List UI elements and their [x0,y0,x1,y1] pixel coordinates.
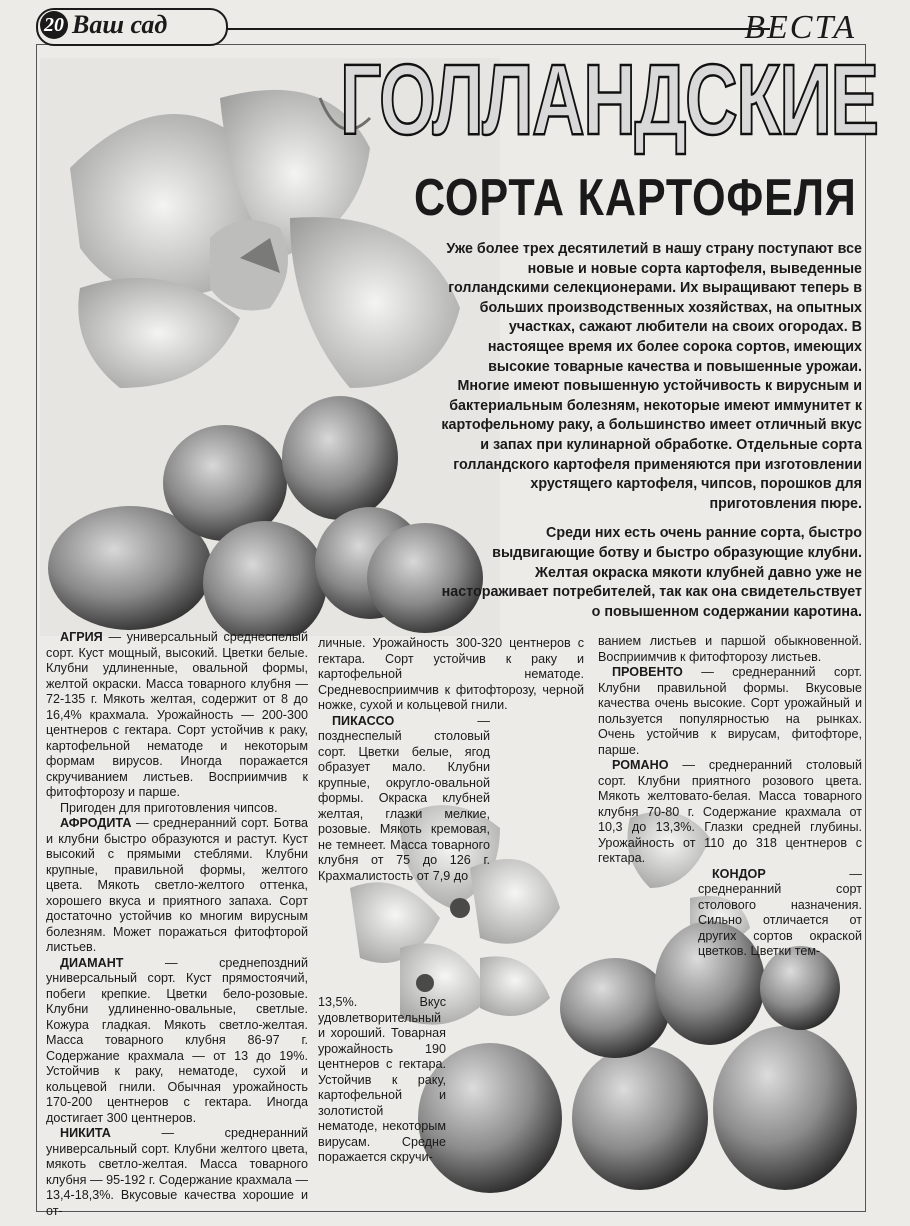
variety-name: АФРОДИТА [60,816,132,830]
variety-agria [46,630,308,801]
article-column-2-lower [318,995,584,1166]
article-column-1 [46,630,308,1219]
article-column-3 [598,634,862,960]
article-column-2 [318,636,584,884]
variety-text: — среднеранний универсальный сорт. Клубни желтого цвета, мякоть светло-желтая. Масса товарного клубня — 95-192 г. Содержание крахмала — 13,4-18,3%. Вкусовые качества хорошие и от- [46,1126,308,1218]
variety-text: — среднеранний сорт. Ботва и клубни быстро образуются и растут. Куст высокий с прямыми стеблями. Клубни крупные, правильной формы, желтого цвета. Мякоть светло-желтого оттенка, хорошего вкуса и приятного запаха. Сорт достаточно устойчив ко многим вирусным болезням. Может поражаться фитофторой листьев. [46,816,308,954]
section-title: Ваш сад [72,10,168,39]
variety-text: — среднеранний столовый сорт. Клубни приятного розового цвета. Мякоть желтовато-белая. Масса товарного клубня 70-80 г. Содержание крахмала от 10,3 до 13,3%. Глазки средней глубины. Урожайность от 110 до 318 центнеров с гектара. [598,758,862,865]
variety-text: — среднеранний сорт столового назначения. Сильно отличается от других сортов окраской цветков. Цветки тем- [698,866,862,958]
headline-main: ГОЛЛАНДСКИЕ [340,44,878,156]
header-rule [226,28,770,30]
variety-name: КОНДОР [712,866,766,881]
variety-name: ДИАМАНТ [60,955,124,970]
variety-provento [598,665,862,758]
variety-kondor [698,867,862,960]
brand-logo: ВЕСТА [744,9,856,46]
variety-text: — универсальный среднеспелый сорт. Куст мощный, высокий. Цветки белые. Клубни удлиненные, овальной формы, желтой окраски. Масса товарного клубня — 72-135 г. Мякоть желтая, содержит от 8 до 16,4% крахмала. Урожайность — 200-300 центнеров с гектара. Сорт устойчив к раку, картофельной нематоде и некоторым формам вирусов. Иногда поражается скручиванием листьев. Восприимчив к фитофторозу и парше. [46,630,308,799]
lead-paragraph: Уже более трех десятилетий в нашу страну поступают все новые и новые сорта картофеля, выведенные голландскими селекционерами. Их выращивают теперь в больших производственных хозяйствах, на опытных участках, сажают любители на своих огородах. В настоящее время их более сорока сортов, имеющих высокие товарные качества и повышенные урожаи. Многие имеют повышенную устойчивость к вирусным и бактериальным болезням, некоторые имеют иммунитет к картофельному раку, а большинство имеет отличный вкус и запах при кулинарной обработке. Отдельные сорта голландского картофеля применяются при изготовлении хрустящего картофеля, чипсов, порошков для приготовления пюре. [441,241,862,512]
lead-paragraphs [440,240,862,632]
variety-nikita-continued: личные. Урожайность 300-320 центнеров с гектара. Сорт устойчив к раку и картофельной нематоде. Средневосприимчив к фитофторозу, черной ножке, сухой и кольцевой гнили. [318,636,584,712]
variety-agria-extra: Пригоден для приготовления чипсов. [60,800,278,815]
variety-pikasso [318,714,490,885]
variety-name: АГРИЯ [60,630,103,644]
variety-text: — позднеспелый столовый сорт. Цветки белые, ягод образует мало. Клубни крупные, округло-овальной формы. Окраска клубней желтая, глазки мелкие, розовые. Мякоть кремовая, не темнеет. Масса товарного клубня от 75 до 126 г. Крахмалистость от 7,9 до [318,713,490,883]
variety-name: ПИКАССО [332,713,395,728]
variety-pikasso-continued: 13,5%. Вкус удовлетворительный и хороший. Товарная урожайность 190 центнеров с гектара. Устойчив к раку, картофельной и золотистой нематоде, некоторым вирусам. Средне поражается скручи- [318,995,446,1164]
variety-diamant [46,956,308,1127]
variety-romano [598,758,862,867]
variety-text: — среднепоздний универсальный сорт. Куст прямостоячий, побеги крепкие. Цветки бело-розовые. Клубни удлиненно-овальные, светлые. Кожура гладкая. Мякоть светло-желтая. Масса товарного клубня 86-97 г. Содержание крахмала — от 13 до 19%. Устойчив к раку, нематоде, сухой и кольцевой гнили. Обычная урожайность 170-200 центнеров с гектара. Иногда достигает 300 центнеров. [46,955,308,1125]
variety-pikasso-tail: ванием листьев и паршой обыкновенной. Восприимчив к фитофторозу листьев. [598,634,862,664]
lead-paragraph: Среди них есть очень ранние сорта, быстро выдвигающие ботву и быстро образующие клубни. Желтая окраска мякоти клубней давно уже не настораживает потребителей, так как она свидетельствует о повышенном содержании каротина. [441,525,862,620]
variety-name: НИКИТА [60,1126,111,1140]
variety-afrodita [46,816,308,956]
variety-text: — среднеранний сорт. Клубни правильной формы. Вкусовые качества очень высокие. Сорт урожайный и пользуется популярностью на рынках. Очень устойчив к вирусам, фитофторе, парше. [598,665,862,757]
variety-name: РОМАНО [612,758,669,772]
variety-nikita [46,1126,308,1219]
variety-name: ПРОВЕНТО [612,665,683,679]
page-number: 20 [40,11,68,39]
headline-sub: СОРТА КАРТОФЕЛЯ [414,169,857,227]
